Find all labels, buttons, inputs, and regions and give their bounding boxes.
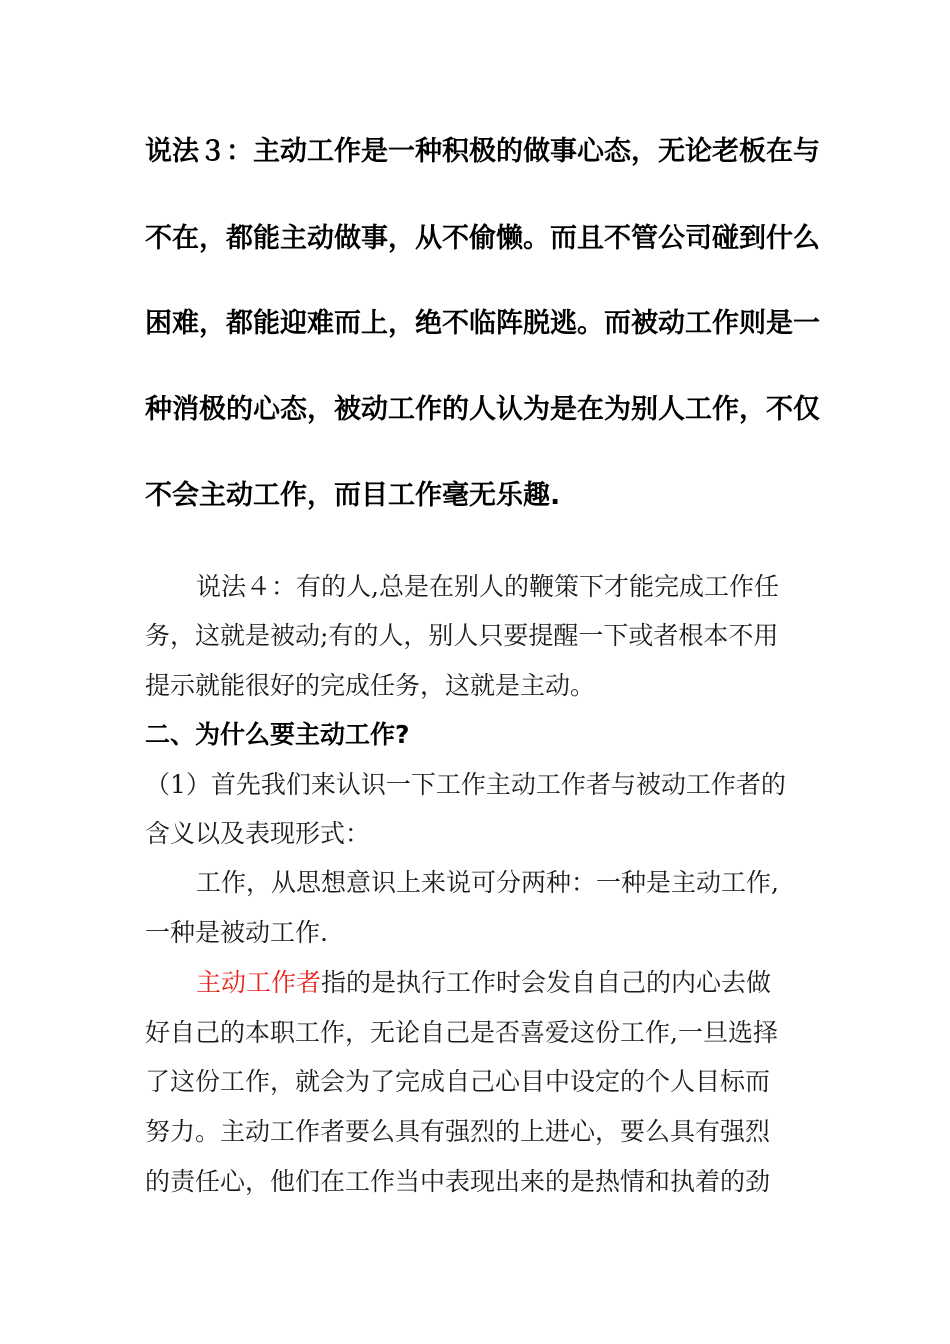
bold-paragraph-line: 不会主动工作，而目工作毫无乐趣. — [145, 480, 561, 511]
paragraph-line: 含义以及表现形式： — [145, 819, 371, 848]
paragraph-line: 工作，从思想意识上来说可分两种：一种是主动工作, — [196, 868, 779, 897]
paragraph-line: 好自己的本职工作，无论自己是否喜爱这份工作,一旦选择 — [145, 1018, 778, 1047]
paragraph-line: 了这份工作，就会为了完成自己心目中设定的个人目标而 — [145, 1067, 771, 1096]
bold-paragraph-line: 种消极的心态，被动工作的人认为是在为别人工作，不仅 — [145, 394, 820, 425]
paragraph-text: 指的是执行工作时会发自自己的内心去做 — [321, 968, 772, 997]
paragraph-line: 提示就能很好的完成任务，这就是主动。 — [145, 671, 596, 700]
paragraph-line — [196, 970, 771, 995]
paragraph-line: 一种是被动工作. — [145, 918, 328, 947]
paragraph-line: 务，这就是被动;有的人，别人只要提醒一下或者根本不用 — [145, 621, 779, 650]
section-heading: 二、为什么要主动工作? — [145, 720, 410, 749]
paragraph-line: 努力。主动工作者要么具有强烈的上进心，要么具有强烈 — [145, 1117, 771, 1146]
paragraph-line: （1）首先我们来认识一下工作主动工作者与被动工作者的 — [145, 770, 786, 799]
highlighted-term: 主动工作者 — [196, 968, 322, 997]
bold-paragraph-line: 困难，都能迎难而上，绝不临阵脱逃。而被动工作则是一 — [145, 308, 820, 339]
paragraph-line: 说法４：有的人,总是在别人的鞭策下才能完成工作任 — [196, 572, 779, 601]
paragraph-line: 的责任心，他们在工作当中表现出来的是热情和执着的劲 — [145, 1167, 771, 1196]
bold-paragraph-line: 不在，都能主动做事，从不偷懒。而且不管公司碰到什么 — [145, 223, 820, 254]
bold-paragraph-line: 说法３：主动工作是一种积极的做事心态，无论老板在与 — [145, 136, 820, 167]
